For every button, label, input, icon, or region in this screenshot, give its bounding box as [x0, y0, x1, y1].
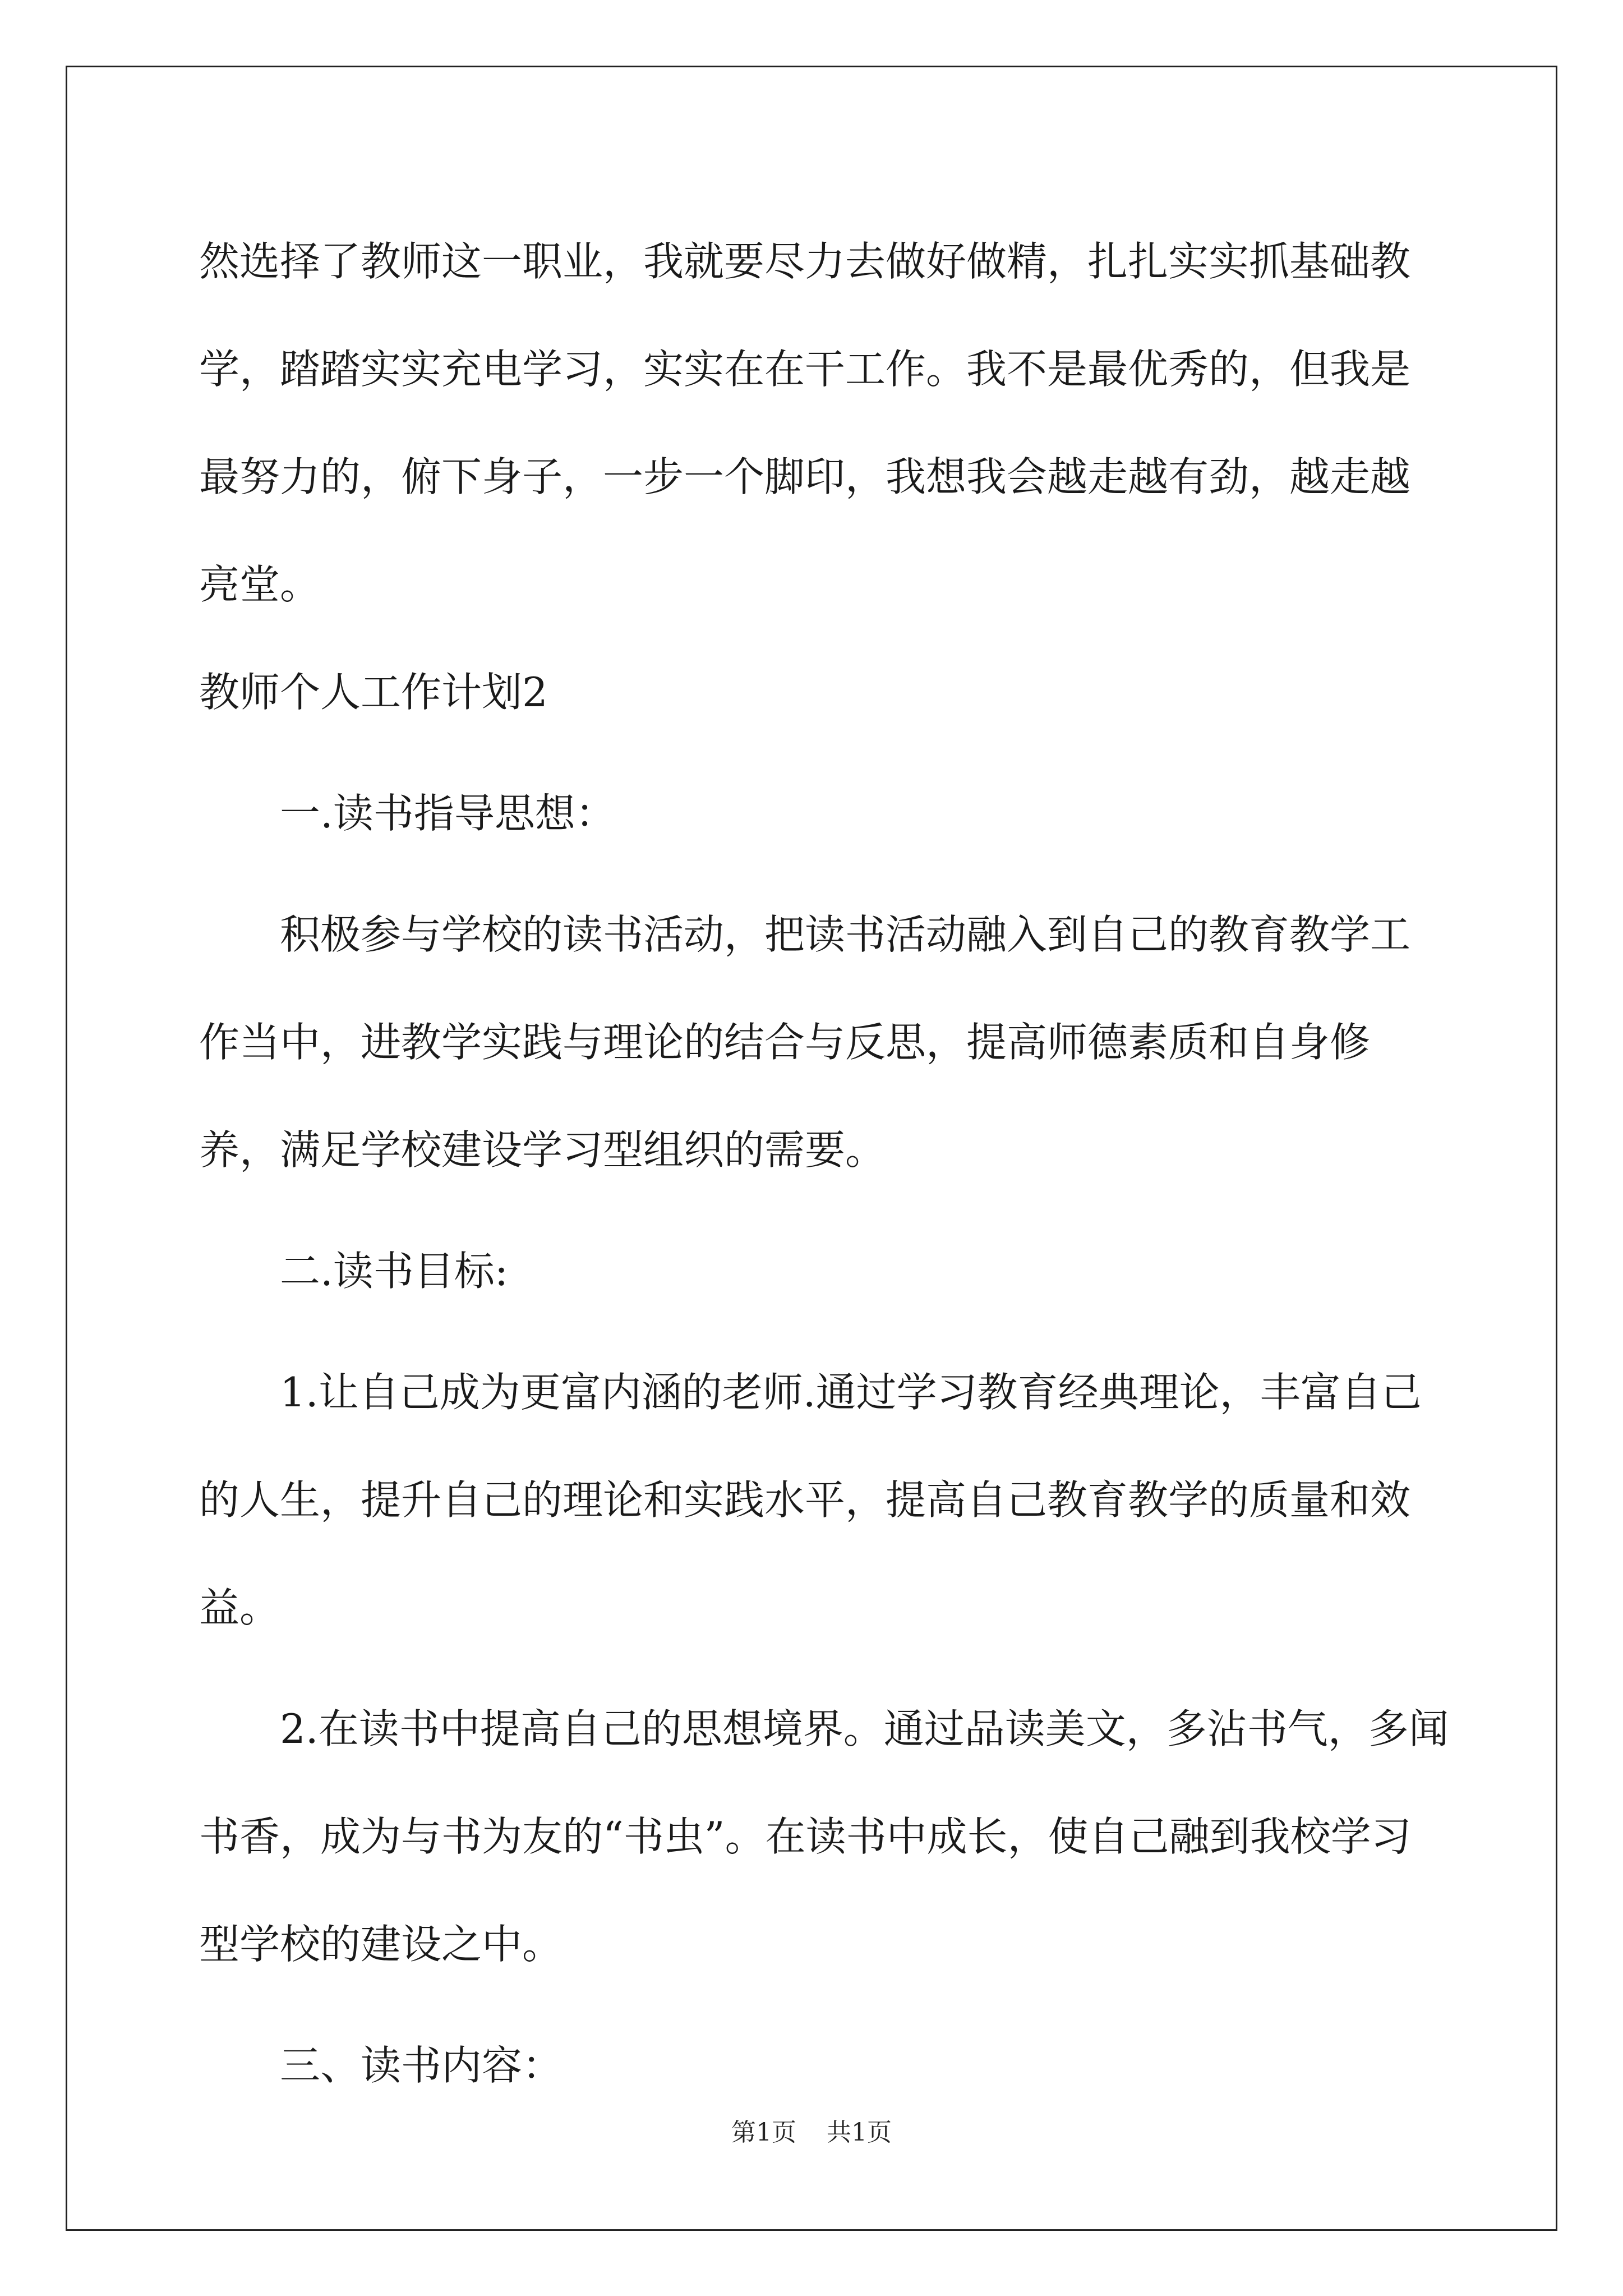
- paragraph-guiding-idea: 积极参与学校的读书活动，把读书活动融入到自己的教育教学工作当中，进教学实践与理论的结合与反思，提高师德素质和自身修养，满足学校建设学习型组织的需要。: [199, 911, 1411, 1174]
- page-number: 第1页: [731, 2118, 796, 2147]
- document-body: [199, 208, 1450, 2119]
- page-total: 共1页: [827, 2118, 892, 2147]
- paragraph-continuation: 然选择了教师这一职业，我就要尽力去做好做精，扎扎实实抓基础教学，踏踏实实充电学习，实实在在干工作。我不是最优秀的，但我是最努力的，俯下身子，一步一个脚印，我想我会越走越有劲，越走越亮堂。: [199, 238, 1411, 608]
- goal-item-2: 2.在读书中提高自己的思想境界。通过品读美文，多沾书气，多闻书香，成为与书为友的“书虫”。在读书中成长，使自己融到我校学习型学校的建设之中。: [199, 1705, 1449, 1968]
- section-title: 教师个人工作计划2: [199, 669, 548, 716]
- heading-goals: 二.读书目标:: [280, 1248, 509, 1295]
- heading-guiding-idea: 一.读书指导思想：: [280, 790, 616, 837]
- goal-item-1: 1.让自己成为更富内涵的老师.通过学习教育经典理论，丰富自己的人生，提升自己的理论和实践水平，提高自己教育教学的质量和效益。: [199, 1369, 1422, 1631]
- page-footer: [0, 2112, 1623, 2148]
- heading-content: 三、读书内容：: [280, 2042, 563, 2089]
